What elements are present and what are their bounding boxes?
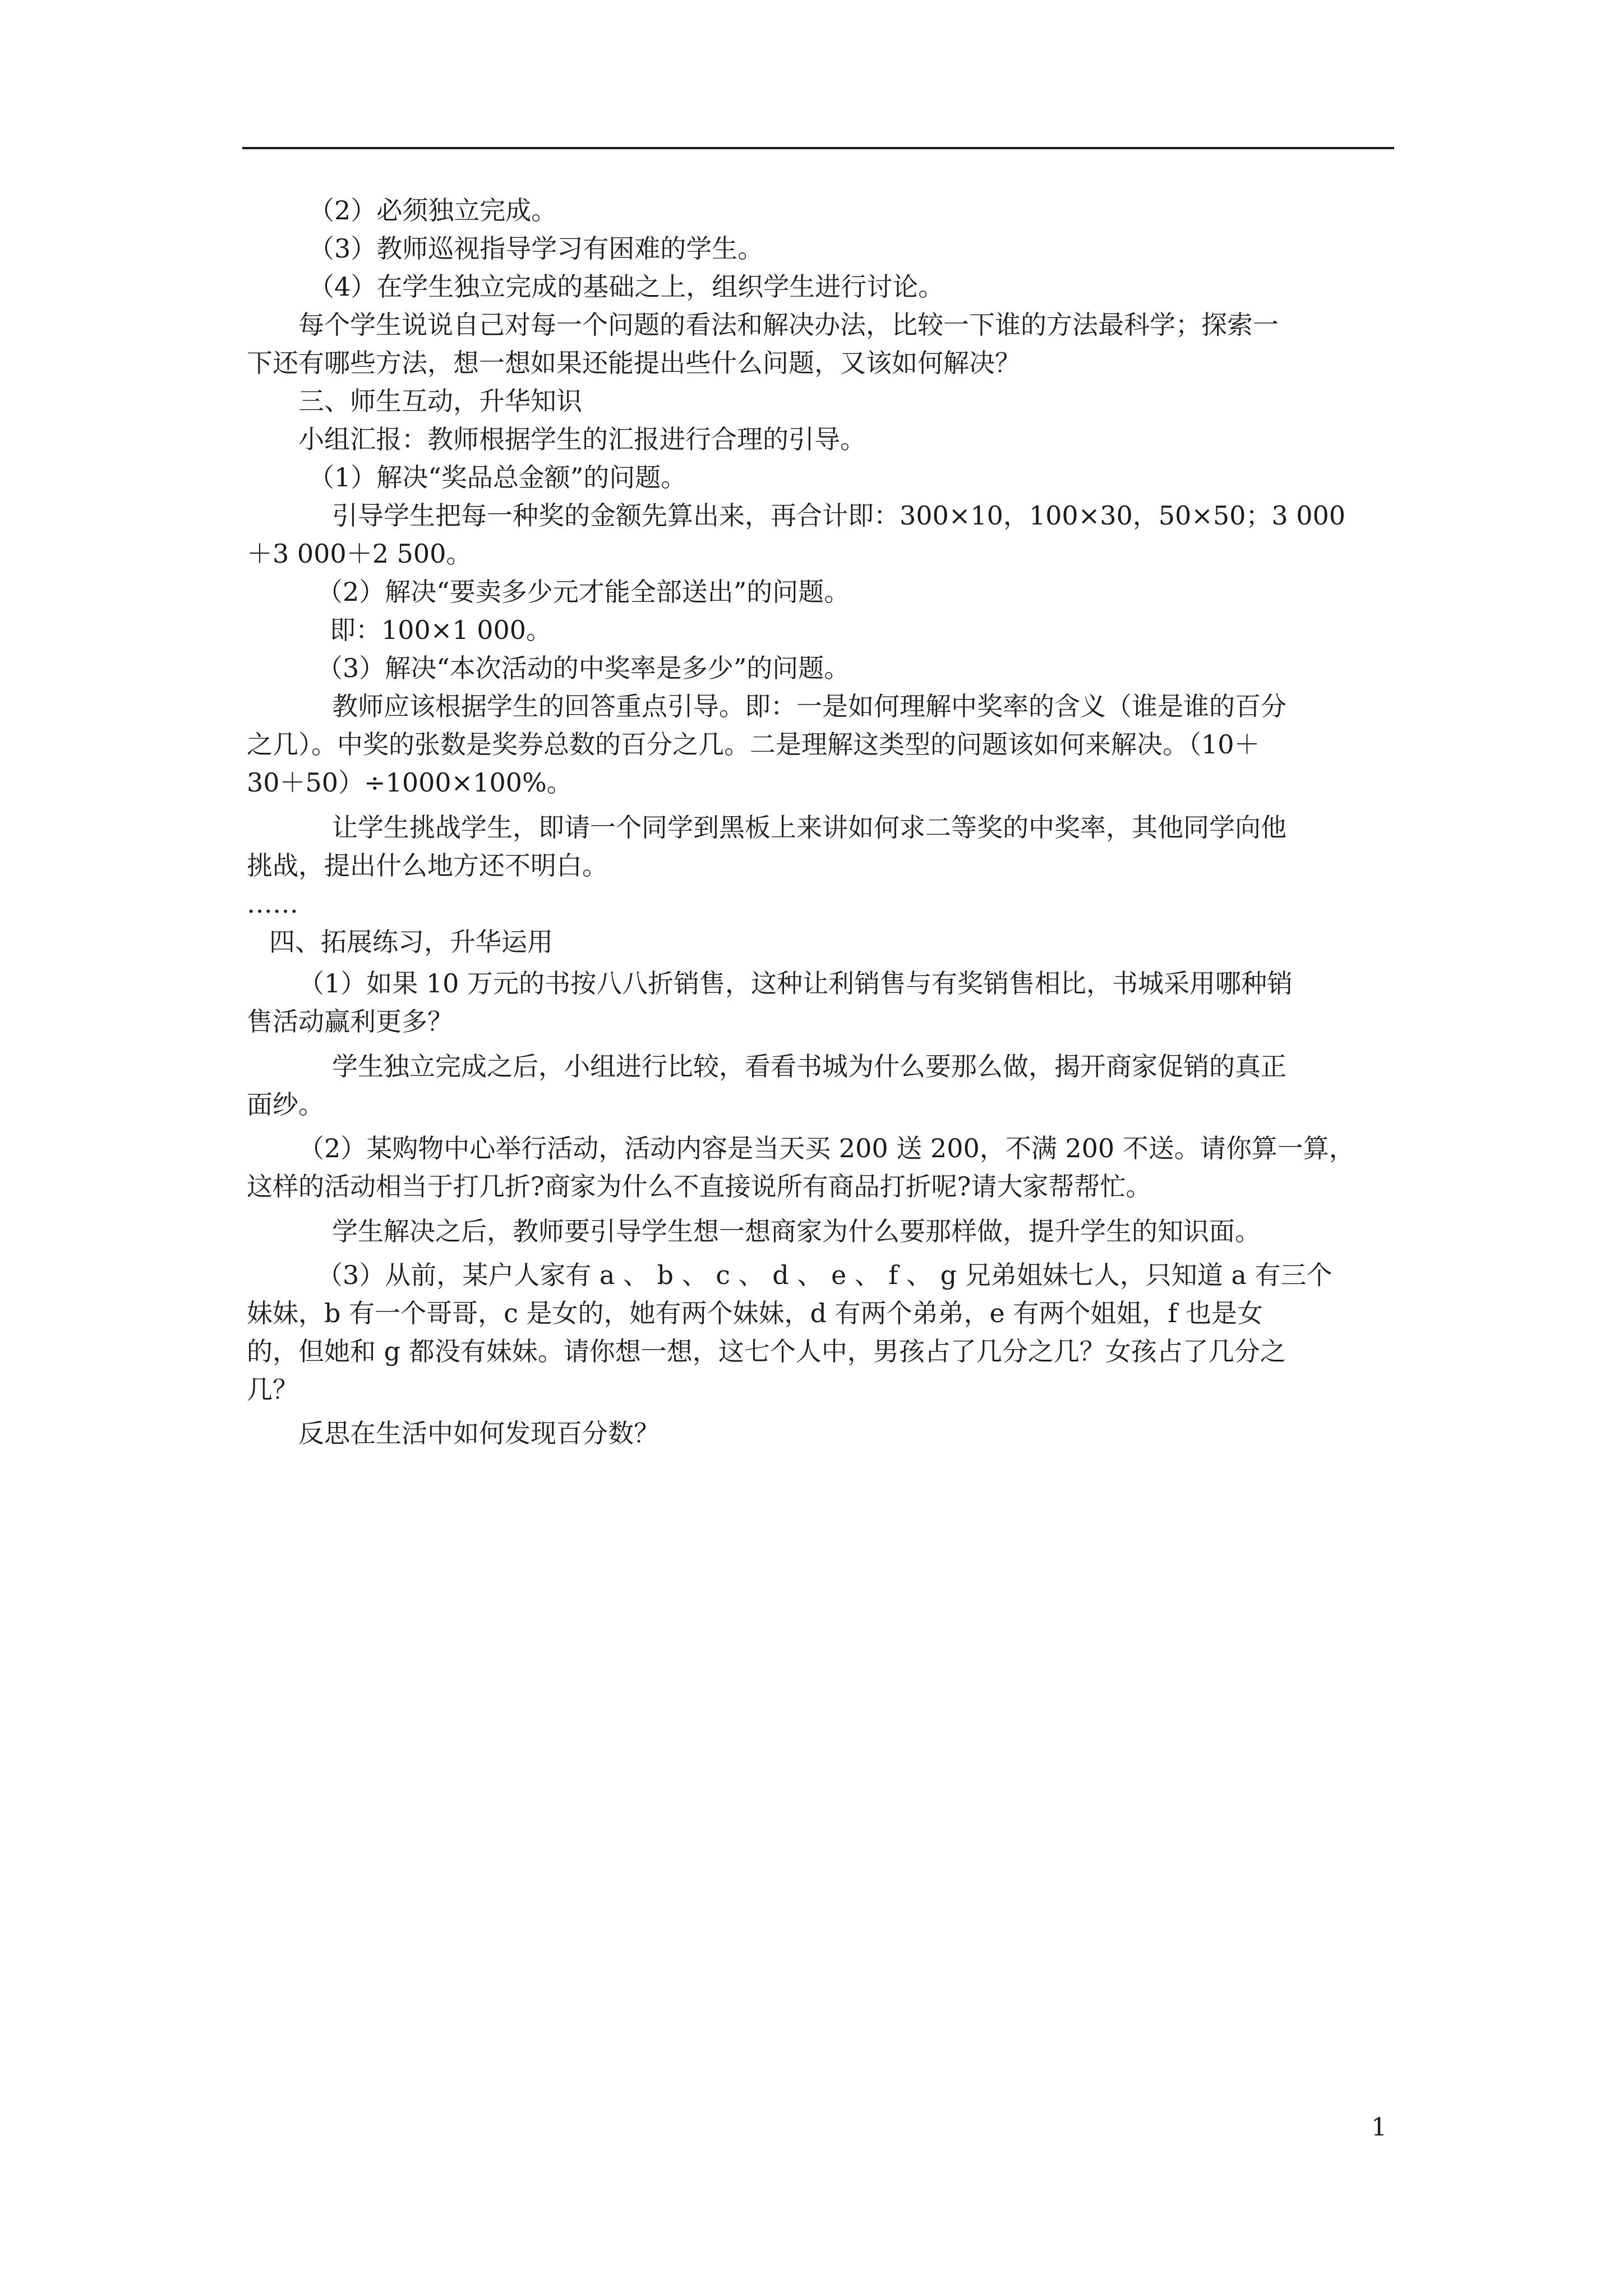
text-line: （2）某购物中心举行活动，活动内容是当天买 200 送 200，不满 200 不送。请你算一算， bbox=[298, 1133, 1355, 1163]
header-rule bbox=[242, 147, 1394, 149]
section-heading: 三、师生互动，升华知识 bbox=[298, 386, 582, 416]
text-line: 挑战，提出什么地方还不明白。 bbox=[247, 850, 608, 881]
text-line: 学生独立完成之后，小组进行比较，看看书城为什么要那么做，揭开商家促销的真正 bbox=[332, 1051, 1287, 1082]
text-line: （1）如果 10 万元的书按八八折销售，这种让利销售与有奖销售相比，书城采用哪种销 bbox=[298, 968, 1293, 999]
section-heading: 四、拓展练习，升华运用 bbox=[269, 927, 553, 957]
text-line: 反思在生活中如何发现百分数？ bbox=[298, 1418, 660, 1448]
text-line: 让学生挑战学生，即请一个同学到黑板上来讲如何求二等奖的中奖率，其他同学向他 bbox=[332, 812, 1287, 843]
text-line: 教师应该根据学生的回答重点引导。即：一是如何理解中奖率的含义（谁是谁的百分 bbox=[332, 691, 1287, 721]
text-line: 即：100×1 000。 bbox=[330, 615, 552, 645]
text-line: 的，但她和 g 都没有妹妹。请你想一想，这七个人中，男孩占了几分之几？女孩占了几分之 bbox=[247, 1336, 1286, 1366]
text-line: 下还有哪些方法，想一想如果还能提出些什么问题，又该如何解决？ bbox=[247, 348, 1021, 378]
text-line: 引导学生把每一种奖的金额先算出来，再合计即：300×10，100×30，50×50；3 000 bbox=[332, 500, 1346, 531]
text-line: ＋3 000＋2 500。 bbox=[247, 539, 472, 569]
text-line: 面纱。 bbox=[247, 1089, 324, 1120]
text-line: 30＋50）÷1000×100%。 bbox=[247, 767, 573, 798]
text-line: （3）解决“本次活动的中奖率是多少”的问题。 bbox=[317, 653, 850, 683]
text-line: （1）解决“奖品总金额”的问题。 bbox=[308, 462, 687, 493]
text-line: …… bbox=[247, 889, 298, 919]
text-line: （4）在学生独立完成的基础之上，组织学生进行讨论。 bbox=[308, 272, 944, 302]
text-line: 小组汇报：教师根据学生的汇报进行合理的引导。 bbox=[298, 424, 866, 454]
text-line: （2）解决“要卖多少元才能全部送出”的问题。 bbox=[317, 577, 850, 607]
text-line: （3）教师巡视指导学习有困难的学生。 bbox=[308, 233, 764, 264]
text-line: 每个学生说说自己对每一个问题的看法和解决办法，比较一下谁的方法最科学；探索一 bbox=[298, 310, 1279, 340]
text-line: 学生解决之后，教师要引导学生想一想商家为什么要那样做，提升学生的知识面。 bbox=[332, 1216, 1261, 1246]
text-line: （2）必须独立完成。 bbox=[308, 195, 557, 226]
text-line: （3）从前，某户人家有 a 、 b 、 c 、 d 、 e 、 f 、 g 兄弟姐妹七人，只知道 a 有三个 bbox=[317, 1260, 1332, 1290]
text-line: 售活动赢利更多？ bbox=[247, 1006, 453, 1037]
text-line: 之几）。中奖的张数是奖券总数的百分之几。二是理解这类型的问题该如何来解决。（10＋ bbox=[247, 729, 1260, 760]
page-number: 1 bbox=[1371, 2113, 1387, 2142]
text-line: 几？ bbox=[247, 1374, 298, 1405]
text-line: 妹妹，b 有一个哥哥，c 是女的，她有两个妹妹，d 有两个弟弟，e 有两个姐姐，f 也是女 bbox=[247, 1298, 1264, 1328]
text-line: 这样的活动相当于打几折?商家为什么不直接说所有商品打折呢?请大家帮帮忙。 bbox=[247, 1171, 1152, 1202]
